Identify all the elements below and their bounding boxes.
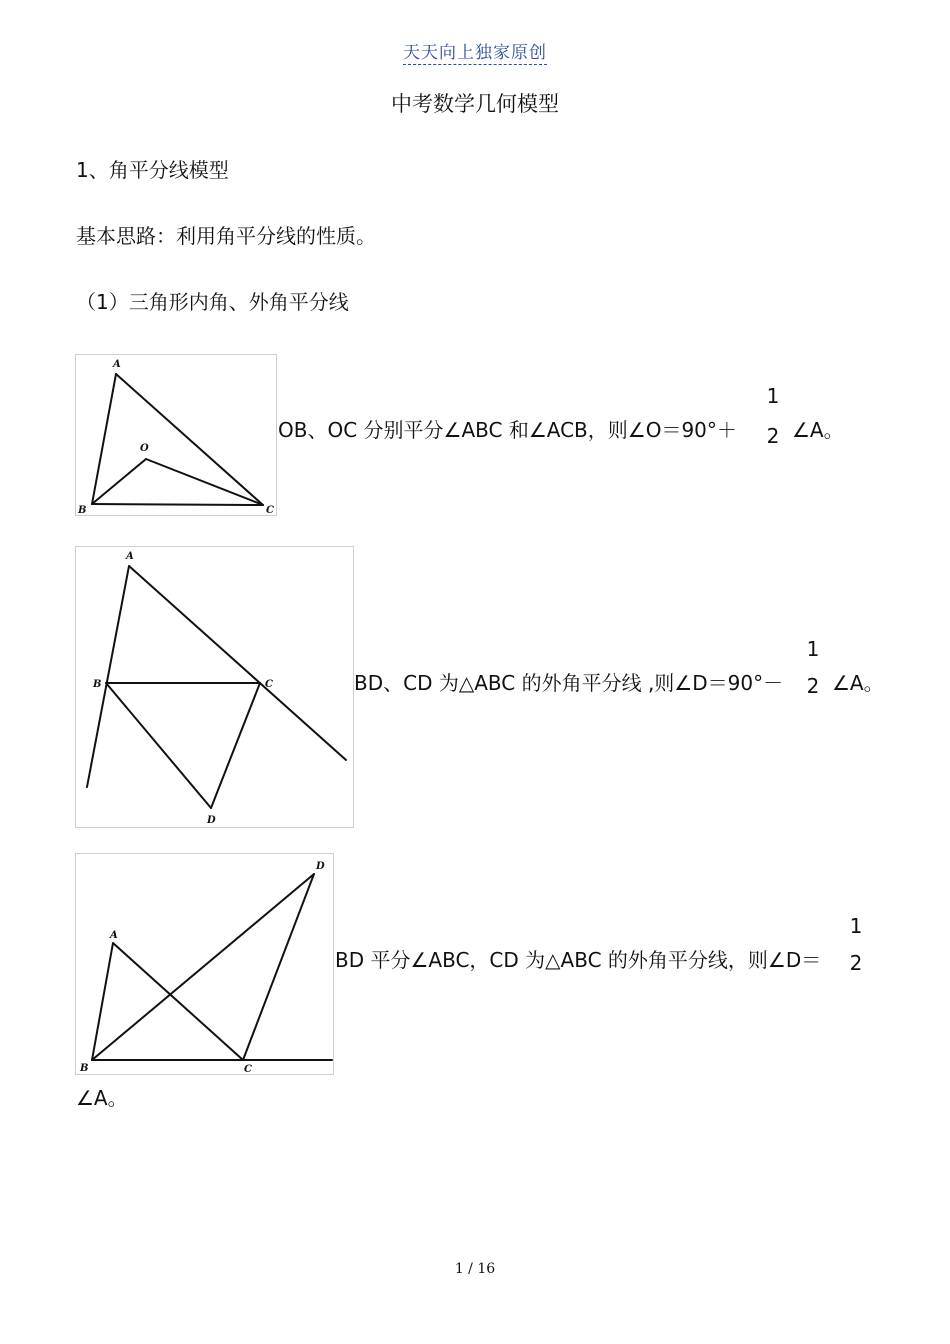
figure-3-statement: BD 平分∠ABC，CD 为△ABC 的外角平分线，则∠D＝ (335, 948, 822, 972)
page-title: 中考数学几何模型 (391, 92, 559, 116)
fig2-label-d: D (207, 815, 216, 826)
figure-2-statement: BD、CD 为△ABC 的外角平分线 ,则∠D＝90°－ (354, 671, 784, 695)
fig1-label-b: B (78, 505, 87, 515)
figure-3-frac-numerator: 1 (849, 914, 863, 938)
fig3-label-d: D (316, 861, 325, 872)
figure-3-bisector-exterior (75, 853, 334, 1075)
fig3-label-a: A (110, 930, 118, 941)
figure-3-tail: ∠A。 (76, 1086, 128, 1110)
figure-2-frac-numerator: 1 (806, 637, 820, 661)
figure-2-tail: ∠A。 (832, 671, 884, 695)
figure-1-frac-denominator: 2 (766, 424, 780, 448)
header-link-text[interactable]: 天天向上独家原创 (403, 43, 547, 63)
fig2-label-b: B (93, 679, 102, 690)
fig1-label-c: C (266, 505, 274, 515)
fig3-label-c: C (244, 1064, 252, 1074)
section-heading: 1、角平分线模型 (76, 158, 229, 182)
figure-2-frac-denominator: 2 (806, 674, 820, 698)
fig2-label-a: A (126, 551, 134, 562)
figure-1-tail: ∠A。 (792, 418, 844, 442)
fig3-label-b: B (80, 1063, 89, 1074)
header-link[interactable] (0, 38, 950, 63)
fig2-label-c: C (265, 679, 273, 690)
fig1-label-o: O (140, 443, 149, 454)
figure-1-statement: OB、OC 分别平分∠ABC 和∠ACB，则∠O＝90°＋ (278, 418, 737, 442)
basic-idea: 基本思路：利用角平分线的性质。 (76, 224, 376, 248)
figure-1-triangle-incenter (75, 354, 277, 516)
sub-heading: （1）三角形内角、外角平分线 (76, 290, 349, 314)
figure-3-frac-denominator: 2 (849, 951, 863, 975)
fig1-label-a: A (113, 359, 121, 370)
figure-2-excenter (75, 546, 354, 828)
page-number: 1 / 16 (454, 1261, 496, 1277)
figure-1-frac-numerator: 1 (766, 384, 780, 408)
